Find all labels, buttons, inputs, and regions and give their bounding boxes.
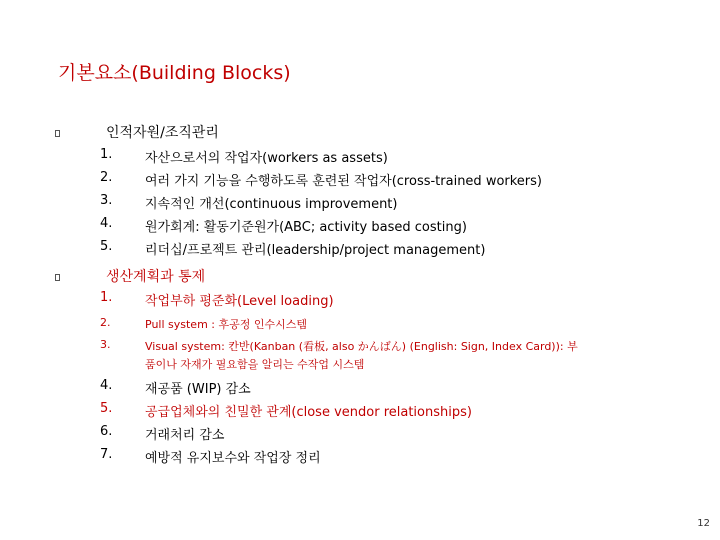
item-text: 원가회계: 활동기준원가(ABC; activity based costing) [145,220,467,235]
item-text: 리더십/프로젝트 관리(leadership/project management) [145,243,486,258]
item-number: 1. [100,147,113,162]
list-item [100,316,307,332]
item-text: 자산으로서의 작업자(workers as assets) [145,151,388,166]
item-number: 3. [100,193,113,208]
slide-title: 기본요소(Building Blocks) [58,62,291,84]
list-item [100,401,472,420]
list-item [100,447,321,466]
list-item [100,290,334,309]
item-number: 4. [100,378,113,393]
list-item [100,193,398,212]
section-heading: 생산계획과 통제 [106,269,206,285]
section-heading: 인적자원/조직관리 [106,125,219,141]
square-bullet-icon [55,274,60,281]
list-item [100,147,388,166]
square-bullet-icon [55,130,60,137]
list-item [100,378,251,397]
item-number: 3. [100,338,111,351]
item-number: 5. [100,401,113,416]
item-text: 작업부하 평준화(Level loading) [145,294,334,309]
list-item [100,170,542,189]
item-text: 재공품 (WIP) 감소 [145,382,251,397]
item-number: 7. [100,447,113,462]
item-number: 2. [100,316,111,329]
item-text: Visual system: 칸반(Kanban (看板, also かんばん) (English: Sign, Index Card)): 부 [145,340,578,353]
item-number: 5. [100,239,113,254]
item-number: 6. [100,424,113,439]
item-text: 지속적인 개선(continuous improvement) [145,197,398,212]
item-number: 2. [100,170,113,185]
list-item [100,424,225,443]
list-item [100,239,486,258]
item-text: Pull system : 후공정 인수시스템 [145,318,307,331]
item-text: 공급업체와의 친밀한 관계(close vendor relationships) [145,405,472,420]
page-number: 12 [697,518,710,529]
item-text: 여러 가지 기능을 수행하도록 훈련된 작업자(cross-trained workers) [145,174,542,189]
item-number: 1. [100,290,113,305]
list-item [100,338,578,354]
item-text: 예방적 유지보수와 작업장 정리 [145,451,321,466]
item-number: 4. [100,216,113,231]
list-item [100,216,467,235]
list-item-continuation [116,356,364,372]
item-text: 거래처리 감소 [145,428,225,443]
item-text: 품이나 자재가 필요함을 알리는 수작업 시스템 [145,358,365,371]
